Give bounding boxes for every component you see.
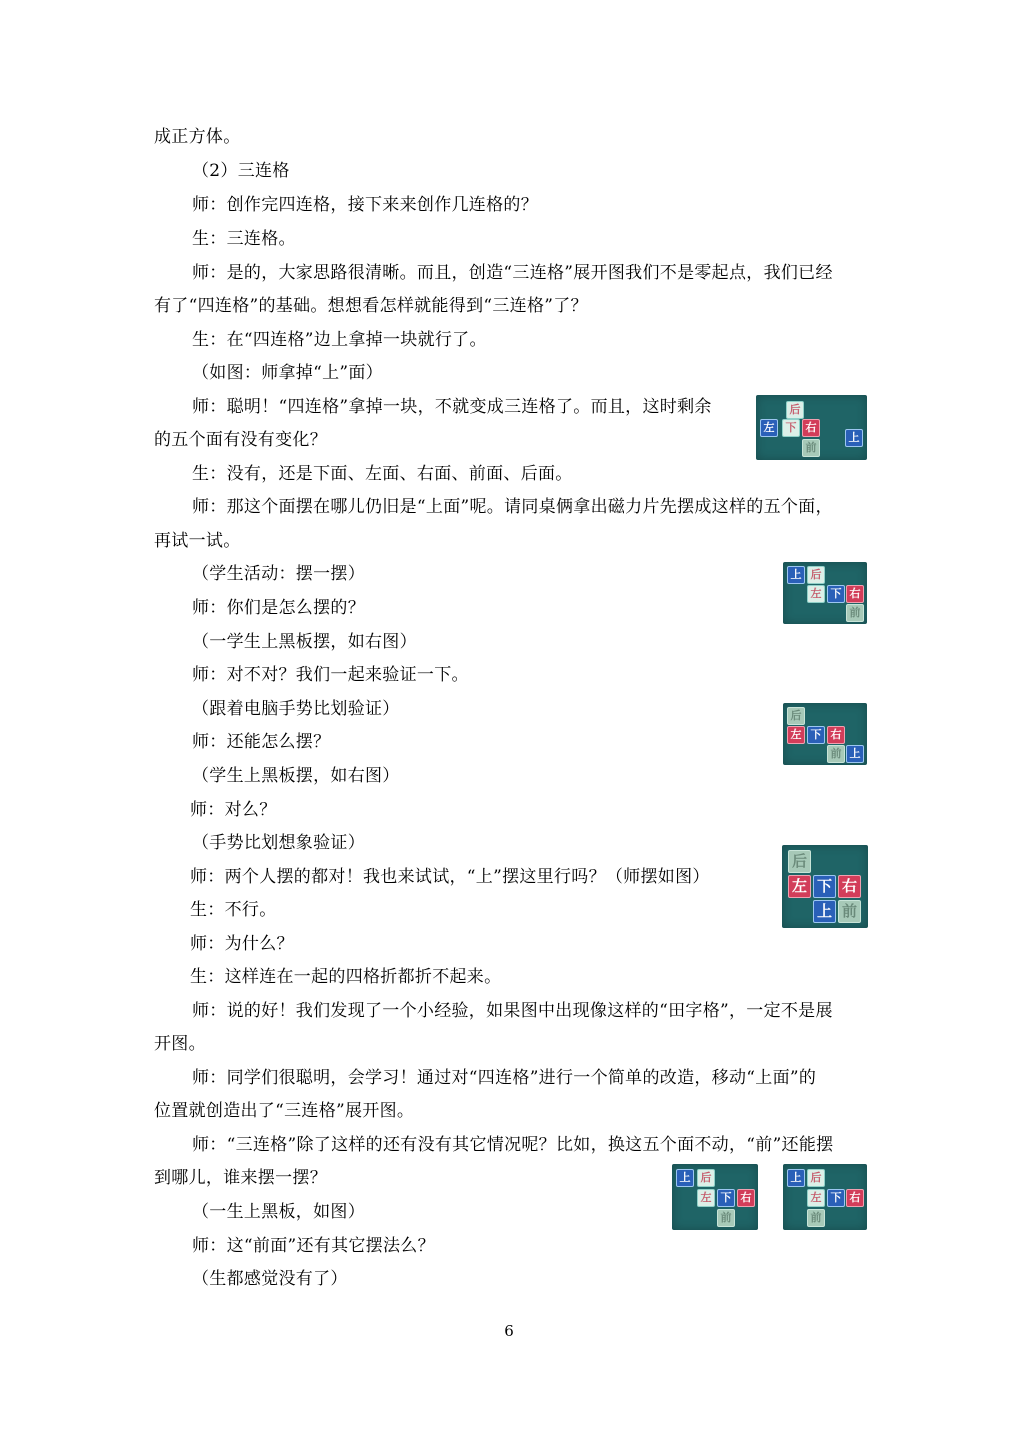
tile-right: 右 (827, 726, 845, 744)
tile-down: 下 (813, 875, 836, 898)
tile-down: 下 (782, 419, 800, 437)
tile-left: 左 (787, 726, 805, 744)
text-line: （学生活动：摆一摆） (192, 564, 365, 584)
text-line: （如图：师拿掉“上”面） (192, 363, 383, 383)
text-line: 生：三连格。 (192, 229, 296, 249)
tile-left: 左 (760, 419, 778, 437)
text-line: （一学生上黑板摆，如右图） (192, 632, 417, 652)
page-number: 6 (504, 1322, 514, 1340)
text-line: 再试一试。 (154, 531, 241, 551)
text-line: 有了“四连格”的基础。想想看怎样就能得到“三连格”了？ (154, 296, 588, 316)
tile-front: 前 (838, 900, 861, 923)
tile-right: 右 (846, 1189, 864, 1207)
section-heading: （2）三连格 (192, 161, 290, 181)
tile-up: 上 (813, 900, 836, 923)
tile-front: 前 (846, 604, 864, 622)
text-line: 师：同学们很聪明，会学习！通过对“四连格”进行一个简单的改造，移动“上面”的 (192, 1068, 817, 1088)
text-line: 师：创作完四连格，接下来来创作几连格的？ (192, 195, 538, 215)
tile-left: 左 (807, 585, 825, 603)
tile-back: 后 (697, 1169, 715, 1187)
net-figure-3 (783, 703, 867, 765)
net-figure-4 (782, 845, 868, 928)
net-figure-5 (672, 1164, 758, 1230)
tile-up: 上 (787, 566, 805, 584)
tile-right: 右 (802, 419, 820, 437)
text-line: 生：这样连在一起的四格折都折不起来。 (190, 967, 502, 987)
text-line: 师：两个人摆的都对！我也来试试，“上”摆这里行吗？（师摆如图） (190, 867, 710, 887)
net-figure-1 (756, 395, 867, 460)
tile-back: 后 (807, 1169, 825, 1187)
text-line: 位置就创造出了“三连格”展开图。 (154, 1101, 415, 1121)
text-line: （生都感觉没有了） (192, 1269, 348, 1289)
tile-left: 左 (697, 1189, 715, 1207)
text-line: 师：聪明！“四连格”拿掉一块，不就变成三连格了。而且，这时剩余 (192, 397, 712, 417)
text-line: 到哪儿，谁来摆一摆？ (154, 1168, 327, 1188)
text-line: 开图。 (154, 1034, 206, 1054)
text-line: （学生上黑板摆，如右图） (192, 766, 400, 786)
text-line: 师：对么？ (190, 800, 277, 820)
tile-right: 右 (846, 585, 864, 603)
tile-back: 后 (786, 401, 804, 419)
text-line: 生：不行。 (190, 900, 277, 920)
tile-back: 后 (807, 566, 825, 584)
text-line: 成正方体。 (154, 127, 241, 147)
text-line: 的五个面有没有变化？ (154, 430, 327, 450)
tile-up: 上 (845, 429, 863, 447)
tile-down: 下 (827, 1189, 845, 1207)
tile-down: 下 (827, 585, 845, 603)
tile-front: 前 (717, 1209, 735, 1227)
text-line: （跟着电脑手势比划验证） (192, 699, 400, 719)
text-line: 师：说的好！我们发现了一个小经验，如果图中出现像这样的“田字格”，一定不是展 (192, 1001, 833, 1021)
tile-back: 后 (788, 850, 811, 873)
tile-right: 右 (838, 875, 861, 898)
net-figure-2 (783, 562, 867, 624)
text-line: 师：对不对？我们一起来验证一下。 (192, 665, 469, 685)
tile-up: 上 (787, 1169, 805, 1187)
text-line: 师：你们是怎么摆的？ (192, 598, 365, 618)
text-line: 师：“三连格”除了这样的还有没有其它情况呢？比如，换这五个面不动，“前”还能摆 (192, 1135, 834, 1155)
tile-up: 上 (846, 745, 864, 763)
text-line: （手势比划想象验证） (192, 833, 365, 853)
tile-up: 上 (676, 1169, 694, 1187)
tile-front: 前 (802, 439, 820, 457)
tile-back: 后 (787, 707, 805, 725)
text-line: 师：那这个面摆在哪儿仍旧是“上面”呢。请同桌俩拿出磁力片先摆成这样的五个面， (192, 497, 833, 517)
text-line: 师：是的，大家思路很清晰。而且，创造“三连格”展开图我们不是零起点，我们已经 (192, 263, 833, 283)
text-line: 生：没有，还是下面、左面、右面、前面、后面。 (192, 464, 573, 484)
text-line: 师：还能怎么摆？ (192, 732, 331, 752)
text-line: 生：在“四连格”边上拿掉一块就行了。 (192, 330, 487, 350)
tile-down: 下 (807, 726, 825, 744)
text-line: 师：为什么？ (190, 934, 294, 954)
tile-down: 下 (717, 1189, 735, 1207)
text-line: （一生上黑板，如图） (192, 1202, 365, 1222)
tile-right: 右 (737, 1189, 755, 1207)
tile-left: 左 (807, 1189, 825, 1207)
tile-front: 前 (827, 745, 845, 763)
net-figure-6 (783, 1164, 867, 1230)
tile-front: 前 (807, 1209, 825, 1227)
tile-left: 左 (788, 875, 811, 898)
text-line: 师：这“前面”还有其它摆法么？ (192, 1236, 435, 1256)
